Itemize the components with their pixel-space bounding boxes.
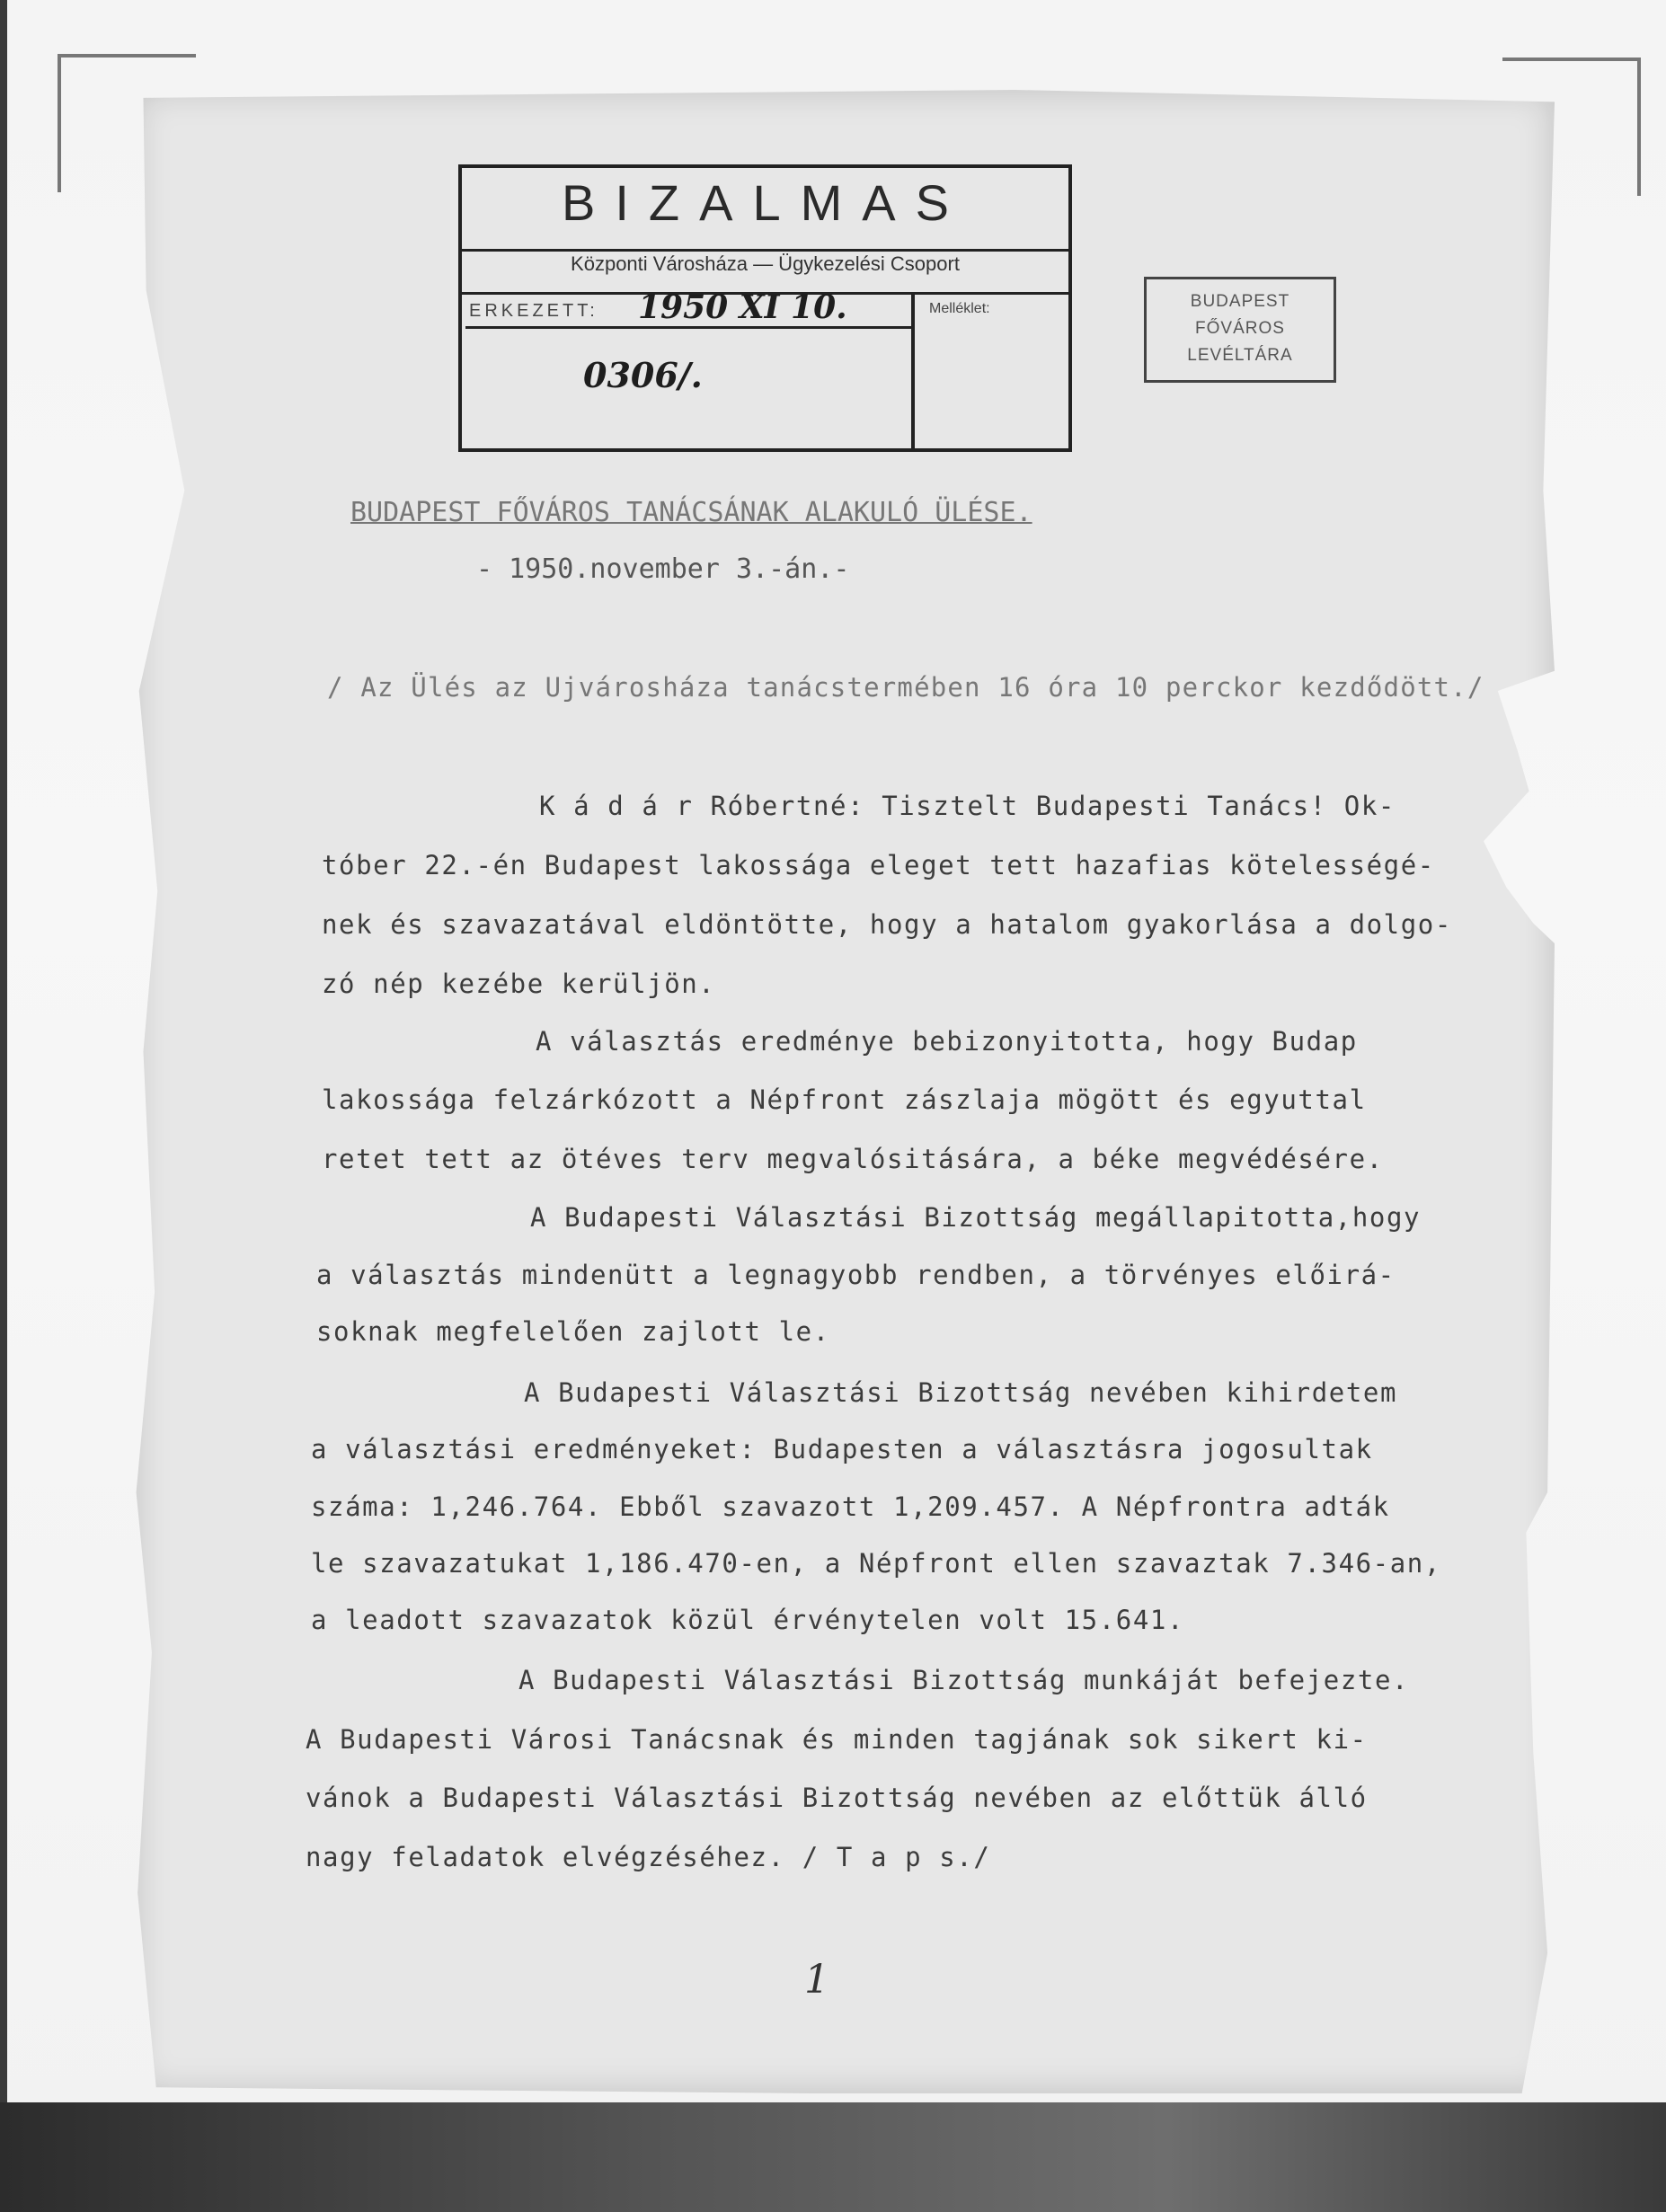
stamp-received-date: 1950 XI 10. bbox=[638, 288, 847, 326]
body-line: nagy feladatok elvégzéséhez. / T a p s./ bbox=[306, 1842, 991, 1872]
body-line: le szavazatukat 1,186.470-en, a Népfront ellen szavaztak 7.346-an, bbox=[311, 1548, 1441, 1579]
archive-stamp-line: LEVÉLTÁRA bbox=[1187, 346, 1293, 365]
body-line: a választás mindenütt a legnagyobb rendben, a törvényes előirá- bbox=[316, 1260, 1396, 1290]
document-heading: BUDAPEST FŐVÁROS TANÁCSÁNAK ALAKULÓ ÜLÉSE. bbox=[350, 497, 1032, 528]
archive-stamp bbox=[1144, 277, 1336, 383]
body-line: A választás eredménye bebizonyitotta, hogy Budap bbox=[536, 1026, 1358, 1057]
stamp-received-label: ERKEZETT: bbox=[469, 301, 598, 321]
archive-stamp-line: BUDAPEST bbox=[1190, 292, 1290, 311]
archive-stamp-line: FŐVÁROS bbox=[1195, 319, 1285, 338]
body-line: száma: 1,246.764. Ebből szavazott 1,209.457. A Népfrontra adták bbox=[311, 1491, 1390, 1522]
stamp-divider bbox=[462, 249, 1068, 252]
body-line: vánok a Budapesti Választási Bizottság nevében az előttük álló bbox=[306, 1783, 1368, 1813]
body-line: lakossága felzárkózott a Népfront zászlaja mögött és egyuttal bbox=[322, 1084, 1367, 1115]
opening-note: / Az Ülés az Ujvárosháza tanácstermében 16 óra 10 perckor kezdődött./ bbox=[327, 672, 1484, 703]
body-line: tóber 22.-én Budapest lakossága eleget tett hazafias kötelességé- bbox=[322, 850, 1435, 880]
document-date: - 1950.november 3.-án.- bbox=[476, 553, 850, 585]
stamp-attachment-label: Melléklet: bbox=[929, 301, 990, 316]
body-line: A Budapesti Városi Tanácsnak és minden tagjának sok sikert ki- bbox=[306, 1724, 1368, 1755]
body-line: a leadott szavazatok közül érvénytelen volt 15.641. bbox=[311, 1605, 1185, 1635]
confidential-stamp bbox=[458, 164, 1072, 452]
body-line: A Budapesti Választási Bizottság munkáját befejezte. bbox=[518, 1665, 1410, 1695]
stamp-title: BIZALMAS bbox=[562, 174, 969, 231]
stamp-registry-number: 0306/. bbox=[583, 355, 703, 395]
body-line: soknak megfelelően zajlott le. bbox=[316, 1316, 830, 1347]
body-line: A Budapesti Választási Bizottság nevében kihirdetem bbox=[524, 1377, 1398, 1408]
body-line: a választási eredményeket: Budapesten a választásra jogosultak bbox=[311, 1434, 1373, 1464]
stamp-subtitle: Központi Városháza — Ügykezelési Csoport bbox=[571, 252, 960, 275]
film-edge bbox=[0, 0, 7, 2212]
page-mark: 1 bbox=[804, 1957, 829, 2003]
body-line: K á d á r Róbertné: Tisztelt Budapesti Tanács! Ok- bbox=[539, 791, 1396, 821]
stamp-divider bbox=[911, 294, 915, 452]
body-line: A Budapesti Választási Bizottság megállapitotta,hogy bbox=[530, 1202, 1422, 1233]
body-line: retet tett az ötéves terv megvalósitására, a béke megvédésére. bbox=[322, 1144, 1384, 1174]
body-line: nek és szavazatával eldöntötte, hogy a hatalom gyakorlása a dolgo- bbox=[322, 909, 1452, 940]
stamp-divider bbox=[465, 326, 915, 329]
film-bottom-band bbox=[0, 2102, 1666, 2212]
body-line: zó nép kezébe kerüljön. bbox=[322, 969, 716, 999]
